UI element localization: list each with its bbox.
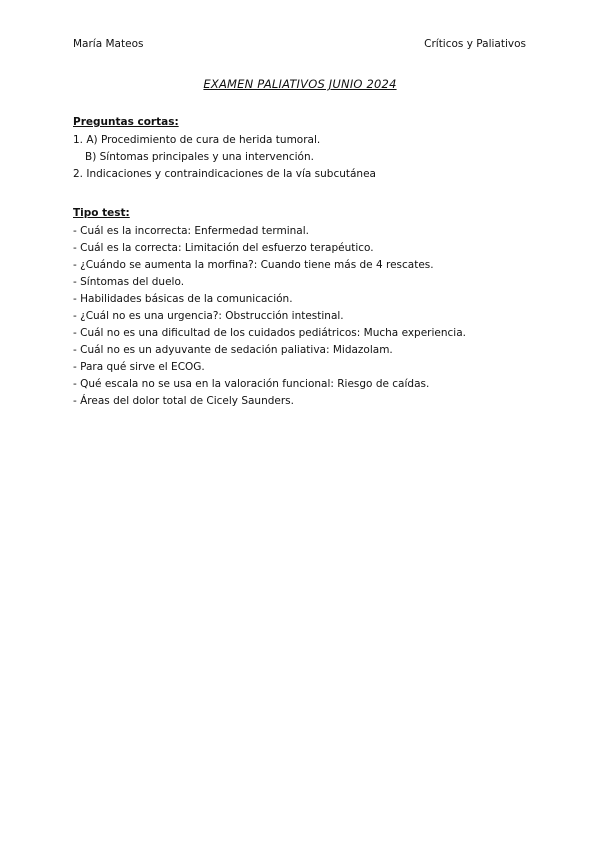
- test-question-item: - Áreas del dolor total de Cicely Saunders.: [73, 395, 294, 407]
- test-question-item: - Habilidades básicas de la comunicación.: [73, 293, 293, 305]
- test-question-item: - ¿Cuál no es una urgencia?: Obstrucción intestinal.: [73, 310, 344, 322]
- test-question-item: - Cuál es la correcta: Limitación del esfuerzo terapéutico.: [73, 242, 374, 254]
- test-question-item: - Síntomas del duelo.: [73, 276, 185, 288]
- short-questions-heading: Preguntas cortas:: [73, 116, 179, 128]
- test-question-item: - Cuál no es un adyuvante de sedación paliativa: Midazolam.: [73, 344, 393, 356]
- short-questions-section: [73, 114, 533, 183]
- short-question-item: B) Síntomas principales y una intervención.: [85, 151, 314, 163]
- short-question-item: 2. Indicaciones y contraindicaciones de la vía subcutánea: [73, 168, 376, 180]
- test-question-item: - Qué escala no se usa en la valoración funcional: Riesgo de caídas.: [73, 378, 430, 390]
- test-questions-heading: Tipo test:: [73, 207, 130, 219]
- document-title: EXAMEN PALIATIVOS JUNIO 2024: [203, 77, 397, 91]
- short-question-item: 1. A) Procedimiento de cura de herida tumoral.: [73, 134, 321, 146]
- test-question-item: - Para qué sirve el ECOG.: [73, 361, 205, 373]
- test-question-item: - Cuál no es una dificultad de los cuidados pediátricos: Mucha experiencia.: [73, 327, 466, 339]
- test-question-item: - Cuál es la incorrecta: Enfermedad terminal.: [73, 225, 309, 237]
- header-author: María Mateos: [73, 38, 144, 50]
- test-question-item: - ¿Cuándo se aumenta la morfina?: Cuando tiene más de 4 rescates.: [73, 259, 434, 271]
- header-subject: Críticos y Paliativos: [424, 38, 526, 50]
- test-questions-section: [73, 205, 533, 410]
